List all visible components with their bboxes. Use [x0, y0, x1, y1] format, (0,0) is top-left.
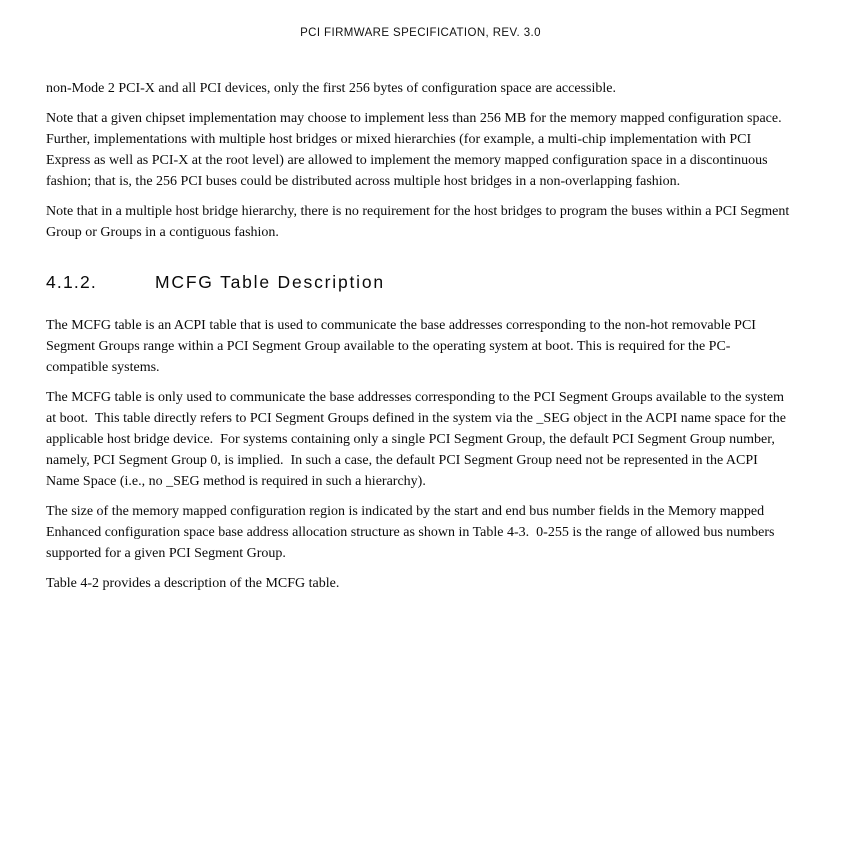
paragraph: Note that in a multiple host bridge hierarchy, there is no requirement for the host bridges to program the buses within a PCI Segment Group or Groups in a contiguous fashion.	[46, 204, 793, 240]
paragraph: The MCFG table is an ACPI table that is used to communicate the base addresses corresponding to the non-hot removable PCI Segment Groups range within a PCI Segment Group available to the operating system at boot. This is required for the PC-compatible systems.	[46, 318, 760, 375]
page-header: PCI FIRMWARE SPECIFICATION, REV. 3.0	[300, 27, 541, 39]
paragraph: The size of the memory mapped configuration region is indicated by the start and end bus number fields in the Memory mapped Enhanced configuration space base address allocation structure as shown in Table 4-3. 0-255 is the range of allowed bus numbers supported for a given PCI Segment Group.	[46, 504, 778, 561]
section-heading	[46, 272, 792, 293]
paragraph: Note that a given chipset implementation may choose to implement less than 256 MB for the memory mapped configuration space. Further, implementations with multiple host bridges or mixed hierarchies (for example, a multi-chip implementation with PCI Express as well as PCI-X at the root level) are allowed to implement the memory mapped configuration space in a discontinuous fashion; that is, the 256 PCI buses could be distributed across multiple host bridges in a non-overlapping fashion.	[46, 111, 789, 189]
section-number: 4.1.2.	[46, 272, 97, 292]
paragraph: The MCFG table is only used to communicate the base addresses corresponding to the PCI Segment Groups available to the system at boot. This table directly refers to PCI Segment Groups defined in the system via the _SEG object in the ACPI name space for the applicable host bridge device. For systems containing only a single PCI Segment Group, the default PCI Segment Group number, namely, PCI Segment Group 0, is implied. In such a case, the default PCI Segment Group need not be represented in the ACPI Name Space (i.e., no _SEG method is required in such a hierarchy).	[46, 390, 790, 489]
section-title: MCFG Table Description	[155, 272, 385, 292]
paragraph: non-Mode 2 PCI-X and all PCI devices, only the first 256 bytes of configuration space are accessible.	[46, 81, 616, 96]
page-body	[46, 78, 792, 603]
paragraph: Table 4-2 provides a description of the MCFG table.	[46, 576, 340, 591]
